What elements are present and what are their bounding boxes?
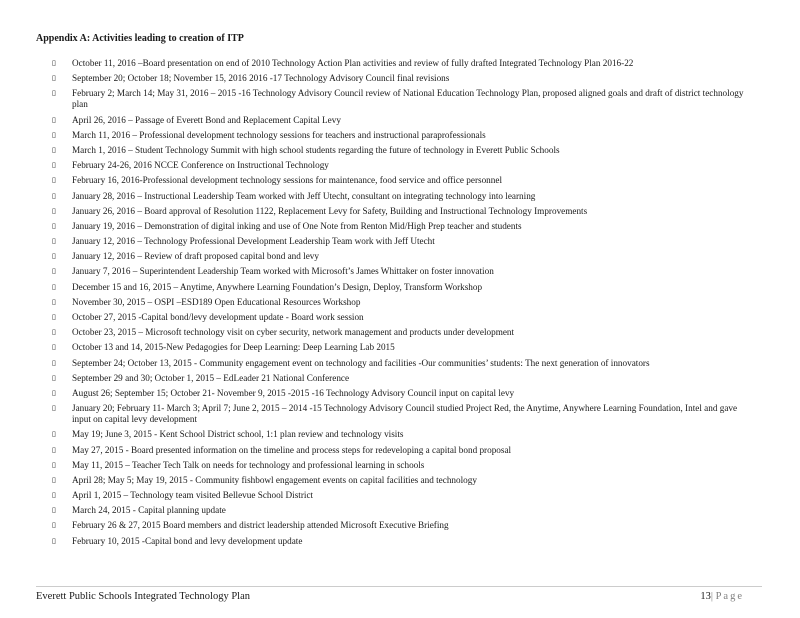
activity-text: January 7, 2016 – Superintendent Leadership Team worked with Microsoft’s James Whittaker on foster innovation bbox=[72, 266, 494, 277]
activity-text: May 19; June 3, 2015 - Kent School District school, 1:1 plan review and technology visits bbox=[72, 429, 404, 440]
activity-text: October 27, 2015 -Capital bond/levy development update - Board work session bbox=[72, 312, 364, 322]
bullet-icon: ▯ bbox=[52, 506, 56, 515]
activity-text: April 1, 2015 – Technology team visited Bellevue School District bbox=[72, 490, 314, 501]
bullet-icon: ▯ bbox=[52, 297, 56, 306]
bullet-icon: ▯ bbox=[52, 430, 56, 439]
page-label: Page bbox=[715, 591, 744, 602]
bullet-icon: ▯ bbox=[52, 373, 56, 382]
bullet-icon: ▯ bbox=[52, 536, 56, 545]
activity-text: March 11, 2016 – Professional development technology sessions for teachers and instructional paraprofessionals bbox=[72, 129, 486, 140]
bullet-icon: ▯ bbox=[52, 89, 56, 98]
activity-text: September 24; October 13, 2015 - Community engagement event on technology and facilities -Our communities’ students: The next generation of innovators bbox=[72, 357, 650, 368]
activity-item bbox=[52, 358, 752, 369]
activity-item bbox=[52, 251, 752, 262]
activity-item bbox=[52, 445, 752, 456]
activity-text: October 23, 2015 – Microsoft technology visit on cyber security, network management and products under development bbox=[72, 327, 515, 338]
activity-text: February 24-26, 2016 NCCE Conference on Instructional Technology bbox=[72, 160, 329, 171]
activity-item bbox=[52, 58, 752, 69]
activity-item bbox=[52, 490, 752, 501]
bullet-icon: ▯ bbox=[52, 145, 56, 154]
activity-text: August 26; September 15; October 21- November 9, 2015 -2015 -16 Technology Advisory Council input on capital levy bbox=[72, 387, 515, 398]
activity-item bbox=[52, 312, 752, 323]
bullet-icon: ▯ bbox=[52, 191, 56, 200]
activity-item bbox=[52, 221, 752, 232]
activity-item bbox=[52, 520, 752, 531]
activity-text: November 30, 2015 – OSPI –ESD189 Open Educational Resources Workshop bbox=[72, 296, 361, 307]
activity-item bbox=[52, 130, 752, 141]
bullet-icon: ▯ bbox=[52, 176, 56, 185]
activity-item bbox=[52, 403, 752, 425]
activity-text: April 28; May 5; May 19, 2015 - Community fishbowl engagement events on capital facilities and technology bbox=[72, 474, 477, 485]
activity-text: October 13 and 14, 2015-New Pedagogies for Deep Learning: Deep Learning Lab 2015 bbox=[72, 342, 395, 353]
activity-text: February 16, 2016-Professional development technology sessions for maintenance, food service and office personnel bbox=[72, 175, 502, 186]
activity-item bbox=[52, 191, 752, 202]
activity-item bbox=[52, 115, 752, 126]
activity-item bbox=[52, 475, 752, 486]
activity-item bbox=[52, 388, 752, 399]
activity-text: January 12, 2016 – Technology Professional Development Leadership Team work with Jeff Utecht bbox=[72, 236, 435, 247]
bullet-icon: ▯ bbox=[52, 130, 56, 139]
activity-text: October 11, 2016 –Board presentation on end of 2010 Technology Action Plan activities and review of fully drafted Integrated Technology Plan 2016-22 bbox=[72, 58, 634, 68]
activity-text: April 26, 2016 – Passage of Everett Bond and Replacement Capital Levy bbox=[72, 114, 341, 125]
bullet-icon: ▯ bbox=[52, 252, 56, 261]
activity-item bbox=[52, 373, 752, 384]
bullet-icon: ▯ bbox=[52, 267, 56, 276]
activity-item bbox=[52, 429, 752, 440]
bullet-icon: ▯ bbox=[52, 475, 56, 484]
bullet-icon: ▯ bbox=[52, 115, 56, 124]
activity-item bbox=[52, 297, 752, 308]
activity-item bbox=[52, 460, 752, 471]
activity-text: January 20; February 11- March 3; April 7; June 2, 2015 – 2014 -15 Technology Advisory Council studied Project Red, the Anytime, Anywhere Learning Foundation, Intel and gave input on capital levy development bbox=[72, 403, 738, 425]
activity-text: January 12, 2016 – Review of draft proposed capital bond and levy bbox=[72, 251, 319, 262]
activity-item bbox=[52, 88, 752, 110]
activity-text: March 1, 2016 – Student Technology Summit with high school students regarding the future of technology in Everett Public Schools bbox=[72, 144, 560, 155]
bullet-icon: ▯ bbox=[52, 313, 56, 321]
activity-item bbox=[52, 206, 752, 217]
activity-item bbox=[52, 327, 752, 338]
activity-item bbox=[52, 175, 752, 186]
bullet-icon: ▯ bbox=[52, 445, 56, 454]
footer-title: Everett Public Schools Integrated Technology Plan bbox=[36, 591, 250, 602]
bullet-icon: ▯ bbox=[52, 388, 56, 397]
bullet-icon: ▯ bbox=[52, 206, 56, 215]
activity-text: May 11, 2015 – Teacher Tech Talk on needs for technology and professional learning in schools bbox=[72, 459, 425, 470]
bullet-icon: ▯ bbox=[52, 237, 56, 246]
bullet-icon: ▯ bbox=[52, 221, 56, 230]
bullet-icon: ▯ bbox=[52, 404, 56, 413]
activity-item bbox=[52, 145, 752, 156]
activity-item bbox=[52, 236, 752, 247]
page-number: 13 bbox=[700, 591, 711, 602]
activity-list bbox=[52, 58, 752, 551]
page-separator: | bbox=[710, 591, 713, 602]
bullet-icon: ▯ bbox=[52, 328, 56, 337]
bullet-icon: ▯ bbox=[52, 358, 56, 367]
activity-text: February 2; March 14; May 31, 2016 – 2015 -16 Technology Advisory Council review of National Education Technology Plan, proposed aligned goals and draft of district technology plan bbox=[72, 88, 744, 110]
activity-item bbox=[52, 505, 752, 516]
bullet-icon: ▯ bbox=[52, 59, 56, 67]
activity-text: January 26, 2016 – Board approval of Resolution 1122, Replacement Levy for Safety, Building and Instructional Technology Improvements bbox=[72, 205, 588, 216]
activity-item bbox=[52, 536, 752, 547]
activity-item bbox=[52, 282, 752, 293]
bullet-icon: ▯ bbox=[52, 282, 56, 291]
activity-text: January 19, 2016 – Demonstration of digital inking and use of One Note from Renton Mid/High Prep teacher and students bbox=[72, 220, 522, 231]
activity-text: May 27, 2015 - Board presented information on the timeline and process steps for redeveloping a capital bond proposal bbox=[72, 444, 512, 455]
activity-text: February 26 & 27, 2015 Board members and district leadership attended Microsoft Executive Briefing bbox=[72, 520, 449, 531]
bullet-icon: ▯ bbox=[52, 521, 56, 530]
footer-divider bbox=[36, 586, 762, 587]
bullet-icon: ▯ bbox=[52, 491, 56, 500]
activity-text: January 28, 2016 – Instructional Leadership Team worked with Jeff Utecht, consultant on integrating technology into learning bbox=[72, 190, 536, 201]
activity-item bbox=[52, 342, 752, 353]
bullet-icon: ▯ bbox=[52, 161, 56, 170]
appendix-heading: Appendix A: Activities leading to creation of ITP bbox=[36, 33, 244, 44]
activity-item bbox=[52, 73, 752, 84]
activity-text: December 15 and 16, 2015 – Anytime, Anywhere Learning Foundation’s Design, Deploy, Transform Workshop bbox=[72, 281, 483, 292]
bullet-icon: ▯ bbox=[52, 74, 56, 83]
activity-item bbox=[52, 266, 752, 277]
activity-item bbox=[52, 160, 752, 171]
bullet-icon: ▯ bbox=[52, 343, 56, 352]
footer-page-indicator bbox=[700, 591, 744, 602]
activity-text: February 10, 2015 -Capital bond and levy development update bbox=[72, 535, 303, 546]
activity-text: March 24, 2015 - Capital planning update bbox=[72, 505, 226, 516]
bullet-icon: ▯ bbox=[52, 460, 56, 469]
activity-text: September 29 and 30; October 1, 2015 – EdLeader 21 National Conference bbox=[72, 372, 350, 383]
activity-text: September 20; October 18; November 15, 2016 2016 -17 Technology Advisory Council final revisions bbox=[72, 73, 450, 84]
